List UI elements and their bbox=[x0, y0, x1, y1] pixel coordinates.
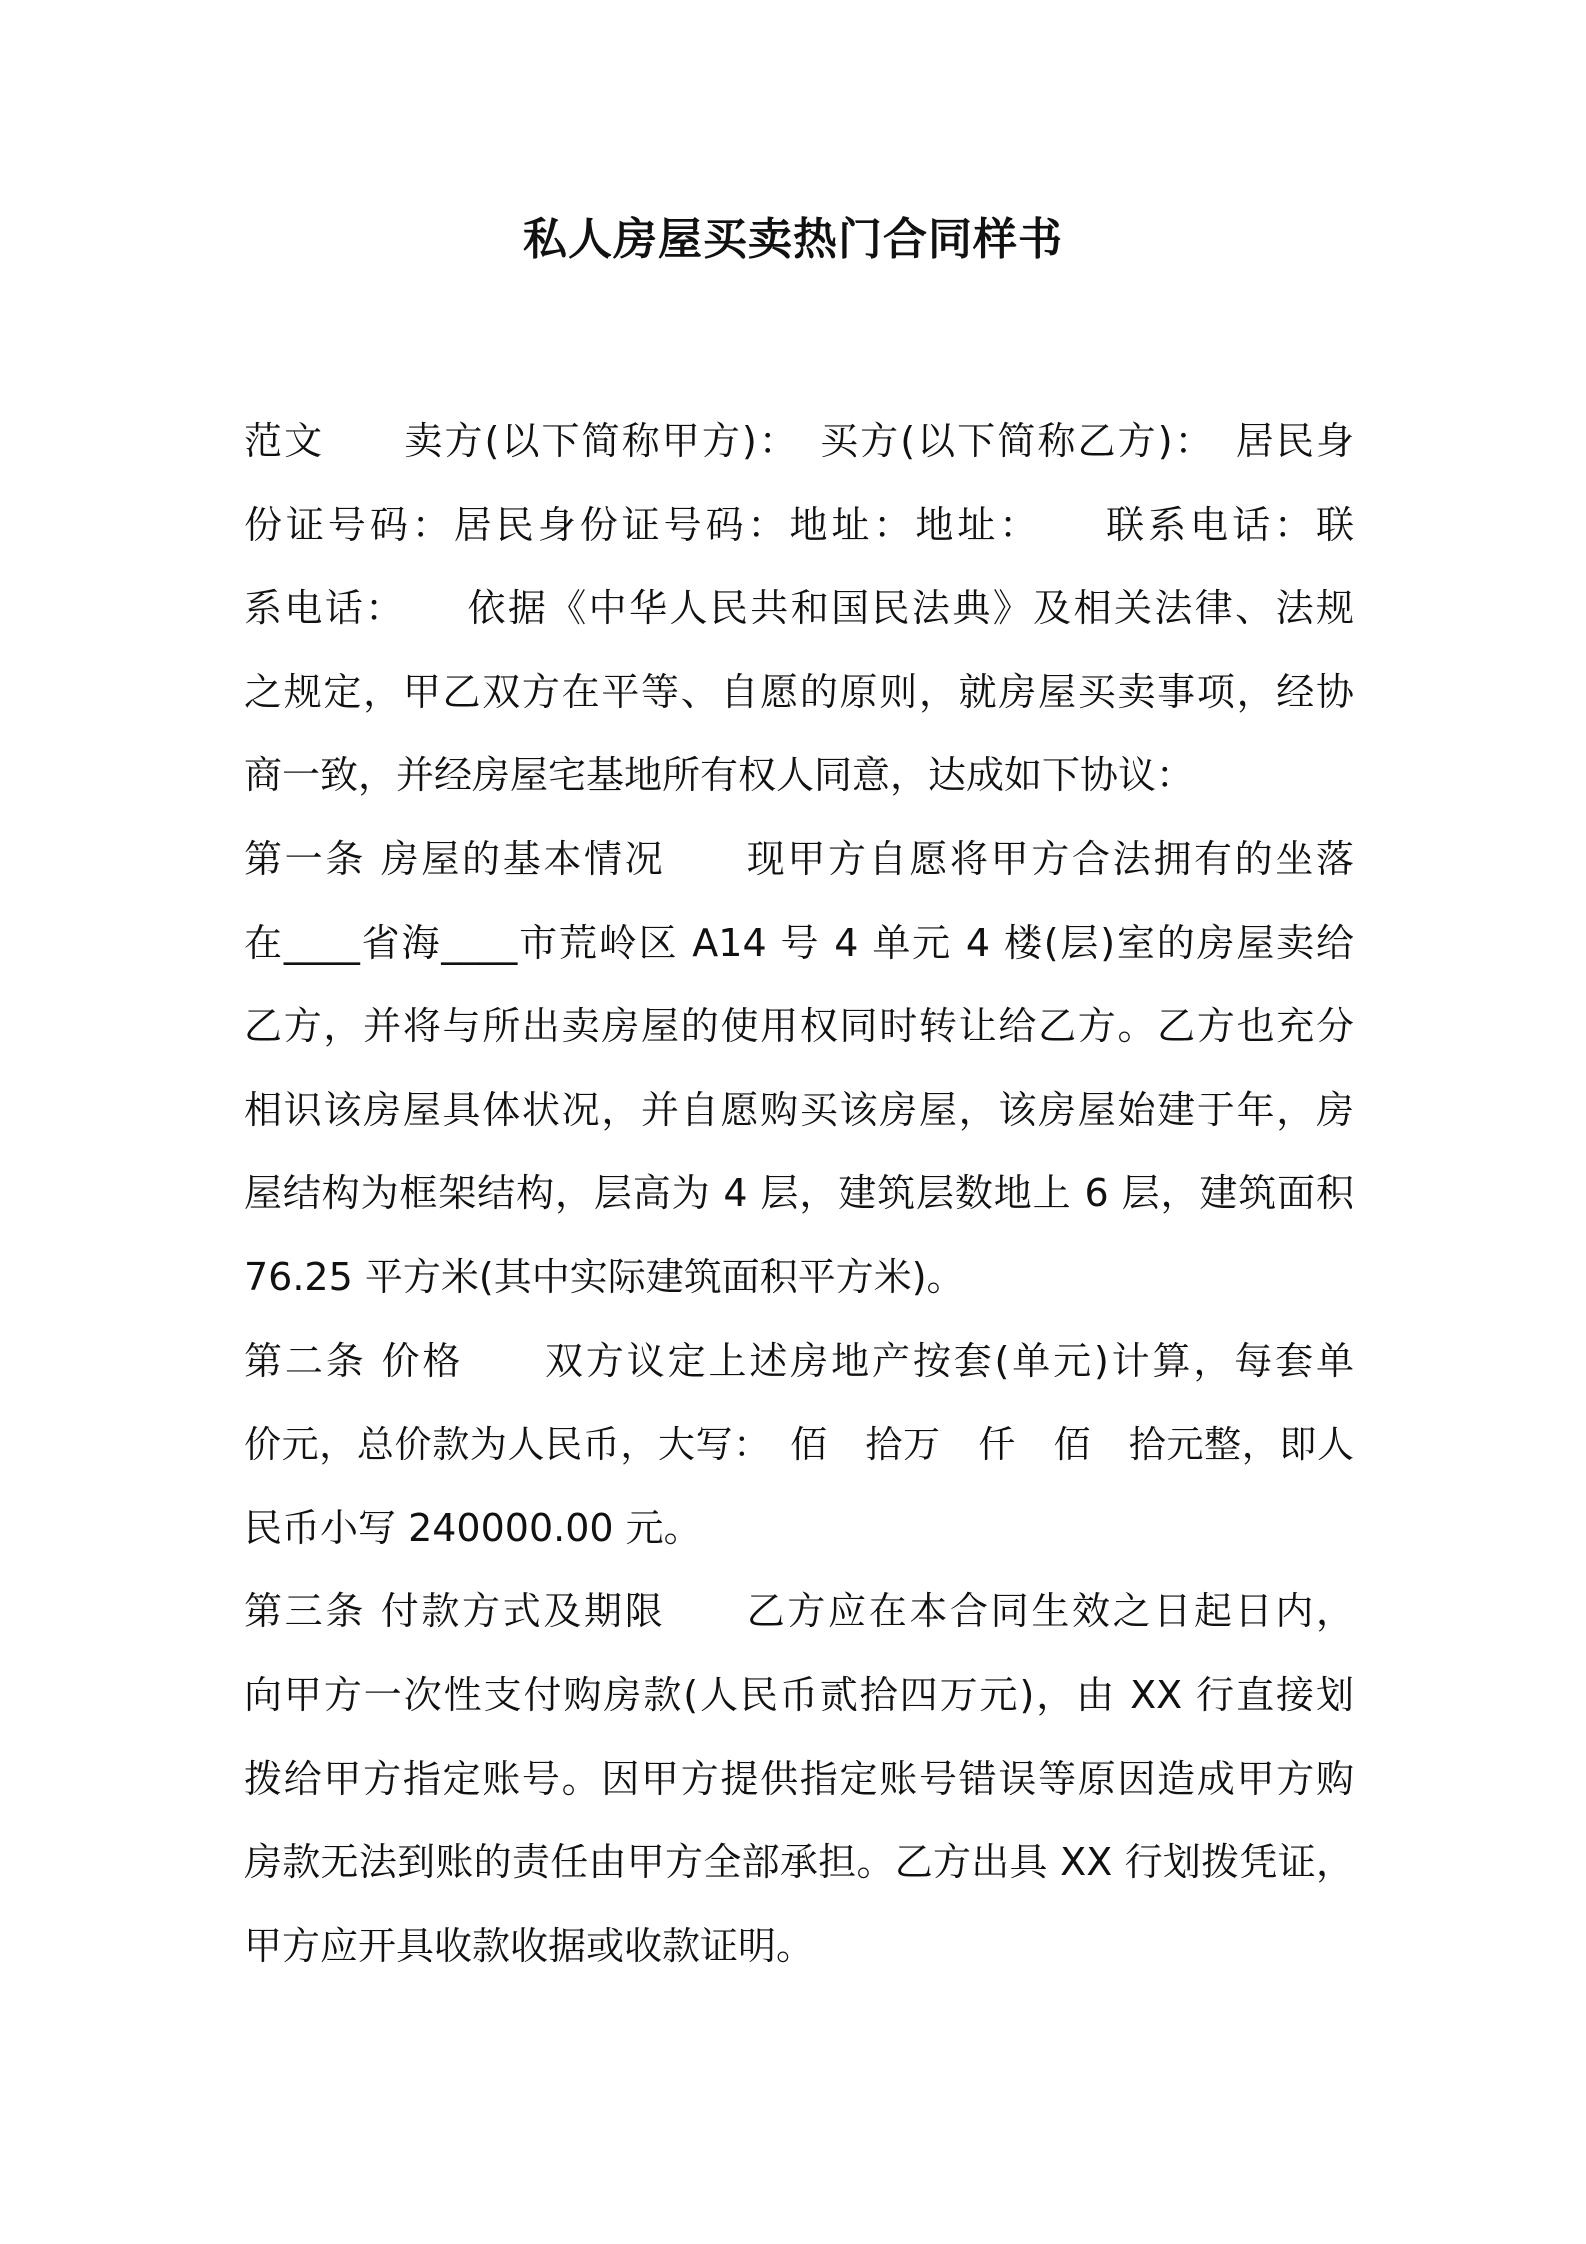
text-line: 之规定，甲乙双方在平等、自愿的原则，就房屋买卖事项，经协 bbox=[244, 669, 1354, 714]
text-line: 房款无法到账的责任由甲方全部承担。乙方出具 XX 行划拨凭证， bbox=[244, 1840, 1354, 1885]
contract-body bbox=[244, 400, 1354, 1988]
text-line: 76.25 平方米(其中实际建筑面积平方米)。 bbox=[244, 1254, 965, 1299]
text-line: 范文 卖方(以下简称甲方)： 买方(以下简称乙方)： 居民身 bbox=[244, 419, 1354, 463]
text-line: 甲方应开具收款收据或收款证明。 bbox=[244, 1923, 815, 1968]
text-line: 拨给甲方指定账号。因甲方提供指定账号错误等原因造成甲方购 bbox=[244, 1756, 1354, 1801]
text-line: 价元，总价款为人民币，大写： 佰 拾万 仟 佰 拾元整，即人 bbox=[244, 1423, 1354, 1467]
text-line: 份证号码：居民身份证号码：地址：地址： 联系电话：联 bbox=[244, 502, 1354, 547]
article-3-heading-line: 第三条 付款方式及期限 乙方应在本合同生效之日起日内， bbox=[244, 1589, 1354, 1634]
text-line: 相识该房屋具体状况，并自愿购买该房屋，该房屋始建于年，房 bbox=[244, 1087, 1354, 1132]
text-line: 系电话： 依据《中华人民共和国民法典》及相关法律、法规 bbox=[244, 586, 1354, 631]
text-line: 在____省海____市荒岭区 A14 号 4 单元 4 楼(层)室的房屋卖给 bbox=[244, 920, 1354, 965]
text-line: 向甲方一次性支付购房款(人民币贰拾四万元)，由 XX 行直接划 bbox=[244, 1672, 1354, 1717]
text-line: 商一致，并经房屋宅基地所有权人同意，达成如下协议： bbox=[244, 753, 1195, 798]
text-line: 民币小写 240000.00 元。 bbox=[244, 1505, 702, 1550]
article-2-heading-line: 第二条 价格 双方议定上述房地产按套(单元)计算，每套单 bbox=[244, 1338, 1354, 1383]
text-line: 屋结构为框架结构，层高为 4 层，建筑层数地上 6 层，建筑面积 bbox=[244, 1171, 1354, 1216]
article-1-heading-line: 第一条 房屋的基本情况 现甲方自愿将甲方合法拥有的坐落 bbox=[244, 836, 1354, 881]
text-line: 乙方，并将与所出卖房屋的使用权同时转让给乙方。乙方也充分 bbox=[244, 1004, 1354, 1049]
document-title: 私人房屋买卖热门合同样书 bbox=[523, 214, 1063, 265]
